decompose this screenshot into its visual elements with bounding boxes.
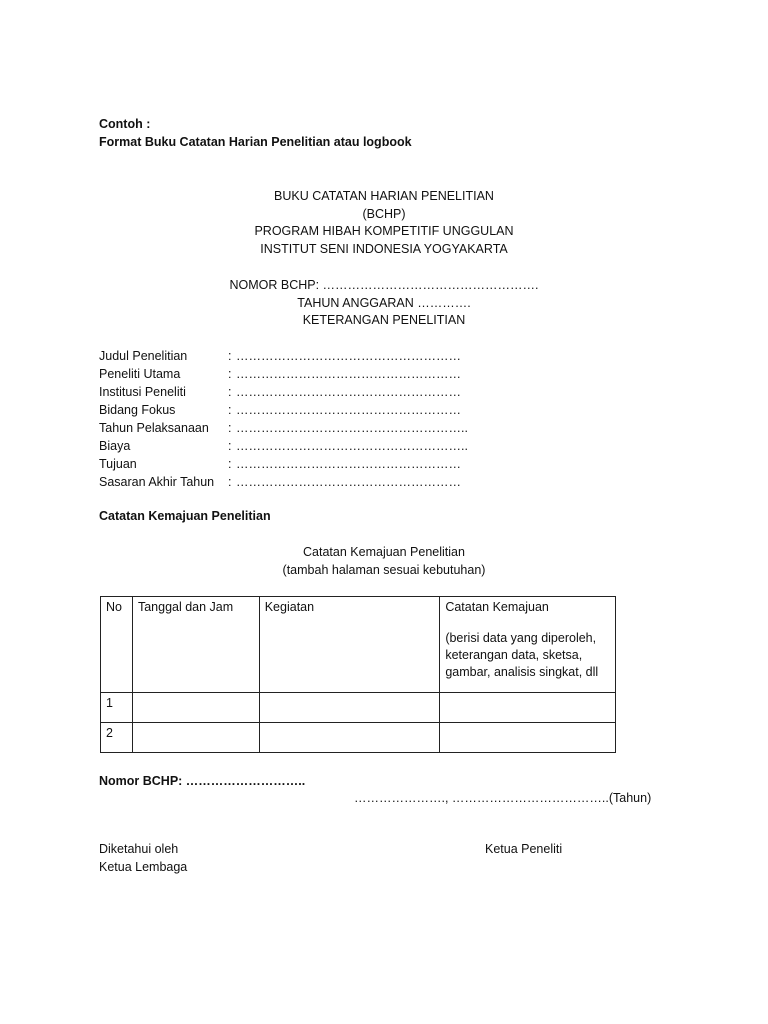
field-label: Judul Penelitian bbox=[99, 349, 188, 363]
field-value-blank: ……………………………………………… bbox=[236, 367, 461, 381]
row-no: 2 bbox=[101, 723, 133, 753]
field-value-blank: ……………………………………………… bbox=[236, 475, 461, 489]
field-separator: : bbox=[228, 385, 232, 399]
heading-line-4: INSTITUT SENI INDONESIA YOGYAKARTA bbox=[260, 241, 508, 256]
field-separator: : bbox=[228, 457, 232, 471]
field-value-blank: ……………………………………………… bbox=[236, 457, 461, 471]
heading-line-2: (BCHP) bbox=[362, 206, 406, 221]
heading-keterangan: KETERANGAN PENELITIAN bbox=[302, 313, 466, 327]
table-header-row bbox=[101, 597, 616, 693]
heading-meta bbox=[0, 277, 768, 330]
field-label: Biaya bbox=[99, 439, 131, 453]
header-note-line: (berisi data yang diperoleh, bbox=[445, 631, 597, 645]
field-value-blank: ……………………………………………… bbox=[236, 385, 461, 399]
signature-left-line2: Ketua Lembaga bbox=[99, 860, 188, 874]
field-label: Peneliti Utama bbox=[99, 367, 181, 381]
progress-section-title: Catatan Kemajuan Penelitian bbox=[99, 509, 271, 523]
row-no: 1 bbox=[101, 693, 133, 723]
footer-place-date: …………………., ………………………………..(Tahun) bbox=[354, 791, 652, 805]
field-separator: : bbox=[228, 439, 232, 453]
row-kegiatan bbox=[259, 693, 440, 723]
field-label: Bidang Fokus bbox=[99, 403, 176, 417]
field-value-blank: ……………………………………………… bbox=[236, 403, 461, 417]
row-tanggal bbox=[132, 693, 259, 723]
header-kegiatan: Kegiatan bbox=[259, 597, 440, 693]
signature-right-line1: Ketua Peneliti bbox=[485, 842, 563, 856]
intro-line-format: Format Buku Catatan Harian Penelitian atau logbook bbox=[99, 135, 412, 149]
field-separator: : bbox=[228, 349, 232, 363]
header-catatan-kemajuan bbox=[440, 597, 616, 693]
footer-nomor-bchp: Nomor BCHP: ……………………….. bbox=[99, 774, 306, 788]
heading-tahun-anggaran: TAHUN ANGGARAN …………. bbox=[297, 295, 471, 310]
row-tanggal bbox=[132, 723, 259, 753]
field-label: Sasaran Akhir Tahun bbox=[99, 475, 215, 489]
row-kegiatan bbox=[259, 723, 440, 753]
table-row bbox=[101, 723, 616, 753]
heading-nomor-bchp: NOMOR BCHP: ……………………………………………. bbox=[229, 278, 539, 292]
field-value-blank: ……………………………………………… bbox=[236, 349, 461, 363]
progress-center-title: Catatan Kemajuan Penelitian bbox=[303, 545, 465, 559]
progress-center-subtitle: (tambah halaman sesuai kebutuhan) bbox=[282, 562, 486, 577]
field-label: Tahun Pelaksanaan bbox=[99, 421, 209, 435]
header-note-line: keterangan data, sketsa, bbox=[445, 648, 583, 662]
intro-line-contoh: Contoh : bbox=[99, 117, 151, 131]
row-catatan bbox=[440, 693, 616, 723]
field-separator: : bbox=[228, 475, 232, 489]
heading-line-3: PROGRAM HIBAH KOMPETITIF UNGGULAN bbox=[254, 224, 514, 238]
progress-log-table bbox=[100, 596, 616, 753]
row-catatan bbox=[440, 723, 616, 753]
field-separator: : bbox=[228, 403, 232, 417]
header-note-line: gambar, analisis singkat, dll bbox=[445, 665, 599, 679]
header-tanggal-jam: Tanggal dan Jam bbox=[132, 597, 259, 693]
header-catatan-label: Catatan Kemajuan bbox=[445, 600, 549, 614]
field-value-blank: ……………………………………………….. bbox=[236, 421, 468, 435]
field-label: Tujuan bbox=[99, 457, 137, 471]
heading-line-1: BUKU CATATAN HARIAN PENELITIAN bbox=[274, 189, 494, 203]
field-separator: : bbox=[228, 367, 232, 381]
progress-center-heading bbox=[0, 544, 768, 579]
table-row bbox=[101, 693, 616, 723]
signature-left-line1: Diketahui oleh bbox=[99, 842, 179, 856]
field-separator: : bbox=[228, 421, 232, 435]
field-label: Institusi Peneliti bbox=[99, 385, 186, 399]
document-heading bbox=[0, 188, 768, 258]
header-no: No bbox=[101, 597, 133, 693]
field-value-blank: ……………………………………………….. bbox=[236, 439, 468, 453]
